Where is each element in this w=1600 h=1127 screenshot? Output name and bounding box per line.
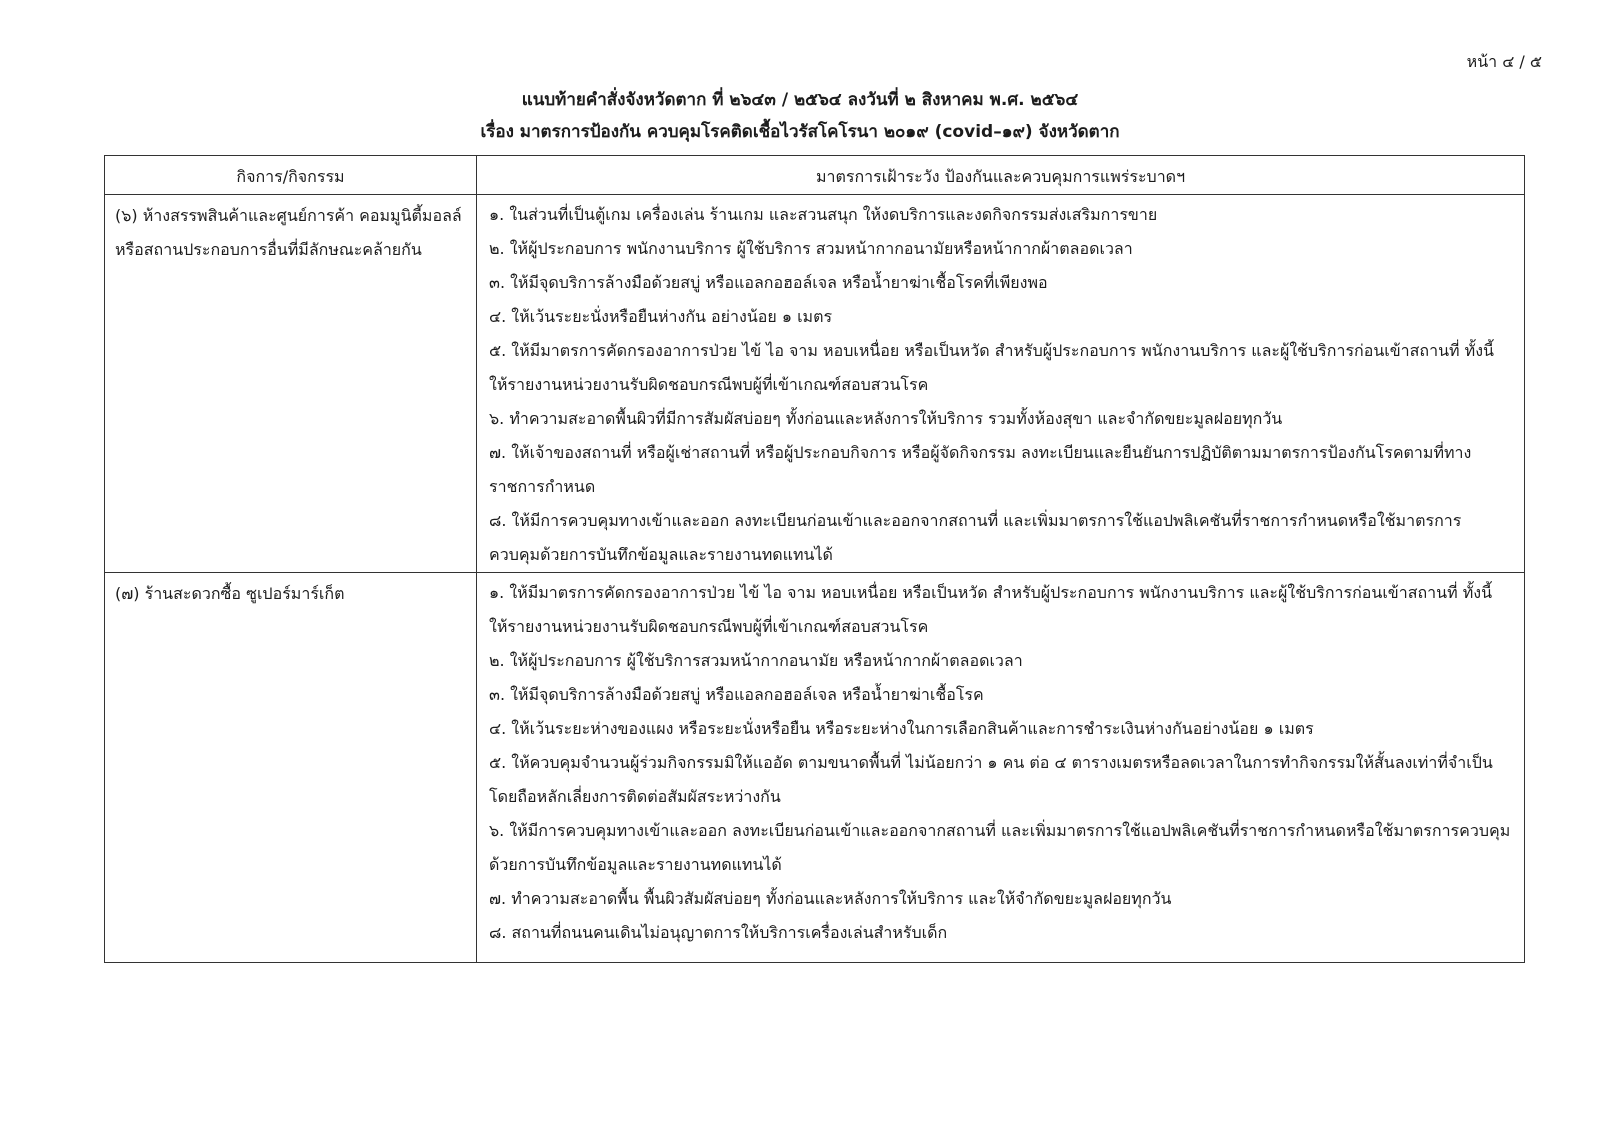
activity-cell: (๗) ร้านสะดวกซื้อ ซูเปอร์มาร์เก็ต	[105, 573, 477, 963]
measure-item: ๖. ให้มีการควบคุมทางเข้าและออก ลงทะเบียนก่อนเข้าและออกจากสถานที่ และเพิ่มมาตรการใช้แอปพลิเคชันที่ราชการกำหนดหรือใช้มาตรการควบคุมด้วยการบันทึกข้อมูลและรายงานทดแทนได้	[489, 821, 1511, 874]
measure-item: ๔. ให้เว้นระยะห่างของแผง หรือระยะนั่งหรือยืน หรือระยะห่างในการเลือกสินค้าและการชำระเงินห่างกันอย่างน้อย ๑ เมตร	[489, 719, 1314, 738]
activity-cell: (๖) ห้างสรรพสินค้าและศูนย์การค้า คอมมูนิตี้มอลล์ หรือสถานประกอบการอื่นที่มีลักษณะคล้ายกัน	[105, 195, 477, 573]
measures-table	[104, 155, 1525, 963]
measure-item: ๓. ให้มีจุดบริการล้างมือด้วยสบู่ หรือแอลกอฮอล์เจล หรือน้ำยาฆ่าเชื้อโรค	[489, 685, 984, 704]
measures-cell	[477, 573, 1525, 963]
measure-item: ๒. ให้ผู้ประกอบการ พนักงานบริการ ผู้ใช้บริการ สวมหน้ากากอนามัยหรือหน้ากากผ้าตลอดเวลา	[489, 239, 1133, 258]
measure-list	[489, 198, 1512, 572]
measures-cell	[477, 195, 1525, 573]
order-reference-heading: แนบท้ายคำสั่งจังหวัดตาก ที่ ๒๖๔๓ / ๒๕๖๔ ลงวันที่ ๒ สิงหาคม พ.ศ. ๒๕๖๔	[521, 90, 1079, 110]
measure-item: ๘. ให้มีการควบคุมทางเข้าและออก ลงทะเบียนก่อนเข้าและออกจากสถานที่ และเพิ่มมาตรการใช้แอปพลิเคชันที่ราชการกำหนดหรือใช้มาตรการควบคุมด้วยการบันทึกข้อมูลและรายงานทดแทนได้	[489, 511, 1462, 564]
measure-item: ๘. สถานที่ถนนคนเดินไม่อนุญาตการให้บริการเครื่องเล่นสำหรับเด็ก	[489, 923, 948, 942]
measures-column-header: มาตรการเฝ้าระวัง ป้องกันและควบคุมการแพร่ระบาดฯ	[477, 156, 1525, 195]
activity-column-header: กิจการ/กิจกรรม	[105, 156, 477, 195]
measure-item: ๕. ให้ควบคุมจำนวนผู้ร่วมกิจกรรมมิให้แออัด ตามขนาดพื้นที่ ไม่น้อยกว่า ๑ คน ต่อ ๔ ตารางเมตรหรือลดเวลาในการทำกิจกรรมให้สั้นลงเท่าที่จำเป็น โดยถือหลักเลี่ยงการติดต่อสัมผัสระหว่างกัน	[489, 753, 1493, 806]
measure-item: ๕. ให้มีมาตรการคัดกรองอาการป่วย ไข้ ไอ จาม หอบเหนื่อย หรือเป็นหวัด สำหรับผู้ประกอบการ พนักงานบริการ และผู้ใช้บริการก่อนเข้าสถานที่ ทั้งนี้ ให้รายงานหน่วยงานรับผิดชอบกรณีพบผู้ที่เข้าเกณฑ์สอบสวนโรค	[489, 341, 1494, 394]
measure-item: ๗. ให้เจ้าของสถานที่ หรือผู้เช่าสถานที่ หรือผู้ประกอบกิจการ หรือผู้จัดกิจกรรม ลงทะเบียนและยืนยันการปฏิบัติตามมาตรการป้องกันโรคตามที่ทางราชการกำหนด	[489, 443, 1472, 496]
measure-list	[489, 576, 1512, 950]
table-header-row	[105, 156, 1525, 195]
table-row	[105, 573, 1525, 963]
measure-item: ๒. ให้ผู้ประกอบการ ผู้ใช้บริการสวมหน้ากากอนามัย หรือหน้ากากผ้าตลอดเวลา	[489, 651, 1023, 670]
measure-item: ๑. ในส่วนที่เป็นตู้เกม เครื่องเล่น ร้านเกม และสวนสนุก ให้งดบริการและงดกิจกรรมส่งเสริมการขาย	[489, 205, 1158, 224]
page-number: หน้า ๔ / ๕	[1466, 52, 1542, 71]
subject-heading: เรื่อง มาตรการป้องกัน ควบคุมโรคติดเชื้อไวรัสโคโรนา ๒๐๑๙ (covid–๑๙) จังหวัดตาก	[480, 122, 1120, 142]
measure-item: ๑. ให้มีมาตรการคัดกรองอาการป่วย ไข้ ไอ จาม หอบเหนื่อย หรือเป็นหวัด สำหรับผู้ประกอบการ พนักงานบริการ และผู้ใช้บริการก่อนเข้าสถานที่ ทั้งนี้ ให้รายงานหน่วยงานรับผิดชอบกรณีพบผู้ที่เข้าเกณฑ์สอบสวนโรค	[489, 583, 1493, 636]
measure-item: ๖. ทำความสะอาดพื้นผิวที่มีการสัมผัสบ่อยๆ ทั้งก่อนและหลังการให้บริการ รวมทั้งห้องสุขา และจำกัดขยะมูลฝอยทุกวัน	[489, 409, 1283, 428]
measure-item: ๓. ให้มีจุดบริการล้างมือด้วยสบู่ หรือแอลกอฮอล์เจล หรือน้ำยาฆ่าเชื้อโรคที่เพียงพอ	[489, 273, 1048, 292]
measure-item: ๗. ทำความสะอาดพื้น พื้นผิวสัมผัสบ่อยๆ ทั้งก่อนและหลังการให้บริการ และให้จำกัดขยะมูลฝอยทุกวัน	[489, 889, 1172, 908]
table-row	[105, 195, 1525, 573]
measure-item: ๔. ให้เว้นระยะนั่งหรือยืนห่างกัน อย่างน้อย ๑ เมตร	[489, 307, 833, 326]
